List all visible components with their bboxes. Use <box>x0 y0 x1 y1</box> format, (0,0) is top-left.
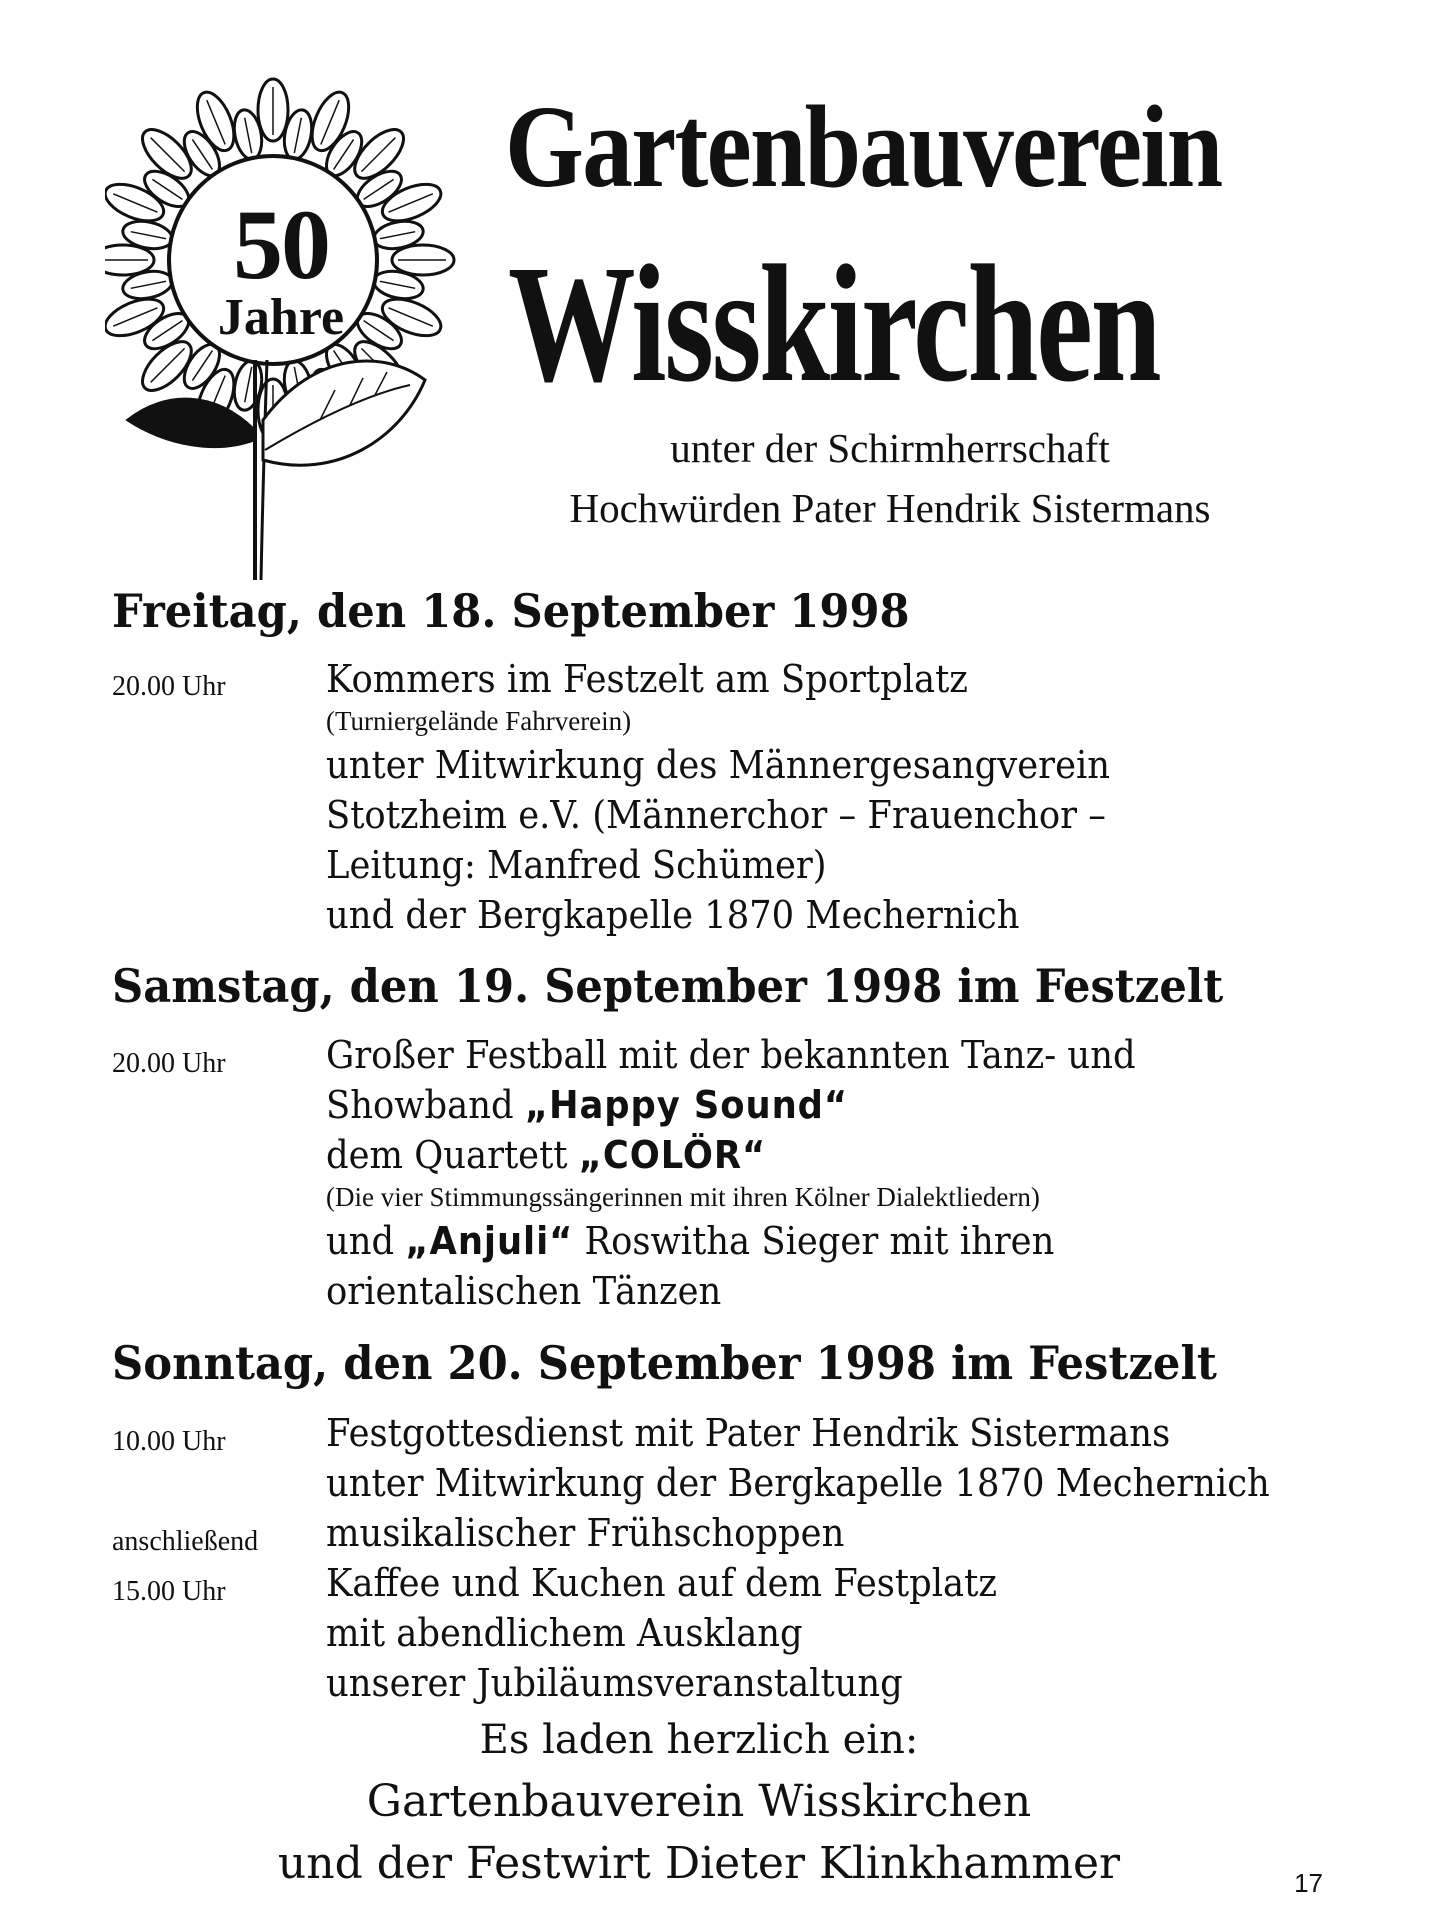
sunday-line-5: mit abendlichem Ausklang <box>326 1611 803 1655</box>
band-name-color: „COLÖR“ <box>578 1133 767 1177</box>
band-name-happy-sound: „Happy Sound“ <box>524 1083 849 1127</box>
closing-host-2: und der Festwirt Dieter Klinkhammer <box>277 1838 1121 1889</box>
patronage-line-2: Hochwürden Pater Hendrik Sistermans <box>569 485 1211 531</box>
sunday-line-3: musikalischer Frühschoppen <box>326 1511 845 1555</box>
saturday-line-3-prefix: dem Quartett <box>326 1133 579 1177</box>
saturday-line-1: Großer Festball mit der bekannten Tanz- und <box>326 1033 1136 1077</box>
friday-heading: Freitag, den 18. September 1998 <box>112 584 910 638</box>
sunday-line-2: unter Mitwirkung der Bergkapelle 1870 Mechernich <box>326 1461 1270 1505</box>
friday-line-3: Stotzheim e.V. (Männerchor – Frauenchor – <box>326 793 1106 837</box>
friday-line-2: unter Mitwirkung des Männergesangverein <box>326 743 1111 787</box>
saturday-line-5: orientalischen Tänzen <box>326 1269 722 1313</box>
page-number: 17 <box>1294 1868 1323 1898</box>
sunflower-logo <box>105 60 485 600</box>
saturday-line-4-suffix: Roswitha Sieger mit ihren <box>573 1219 1055 1263</box>
sunday-time-2: anschließend <box>112 1526 259 1557</box>
sunday-time-3: 15.00 Uhr <box>112 1576 226 1607</box>
closing-host-1: Gartenbauverein Wisskirchen <box>366 1776 1032 1827</box>
sunday-line-4: Kaffee und Kuchen auf dem Festplatz <box>326 1561 997 1605</box>
saturday-line-4-prefix: und <box>326 1219 406 1263</box>
friday-line-1: Kommers im Festzelt am Sportplatz <box>326 657 968 701</box>
sunday-line-1: Festgottesdienst mit Pater Hendrik Sistermans <box>326 1411 1171 1455</box>
patronage-line-1: unter der Schirmherrschaft <box>670 425 1110 471</box>
friday-line-5: und der Bergkapelle 1870 Mechernich <box>326 893 1020 937</box>
title-line-2: Wisskirchen <box>508 231 1160 417</box>
logo-number: 50 <box>233 189 329 300</box>
saturday-line-4 <box>326 1219 1055 1263</box>
friday-line-4: Leitung: Manfred Schümer) <box>326 843 827 887</box>
sunday-time-1: 10.00 Uhr <box>112 1426 226 1457</box>
saturday-time: 20.00 Uhr <box>112 1048 226 1079</box>
sunday-line-6: unserer Jubiläumsveranstaltung <box>326 1661 903 1705</box>
saturday-line-2-prefix: Showband <box>326 1083 525 1127</box>
sunday-heading: Sonntag, den 20. September 1998 im Festzelt <box>112 1336 1217 1390</box>
closing-invitation: Es laden herzlich ein: <box>479 1717 919 1763</box>
logo-word: Jahre <box>217 289 345 346</box>
friday-note: (Turniergelände Fahrverein) <box>326 706 632 736</box>
title-line-1: Gartenbauverein <box>505 81 1222 212</box>
band-name-anjuli: „Anjuli“ <box>405 1219 574 1263</box>
friday-time: 20.00 Uhr <box>112 671 226 702</box>
saturday-note: (Die vier Stimmungssängerinnen mit ihren Kölner Dialektliedern) <box>326 1182 1040 1212</box>
saturday-line-2 <box>326 1083 849 1127</box>
saturday-heading: Samstag, den 19. September 1998 im Festzelt <box>112 959 1224 1013</box>
saturday-line-3 <box>326 1133 767 1177</box>
